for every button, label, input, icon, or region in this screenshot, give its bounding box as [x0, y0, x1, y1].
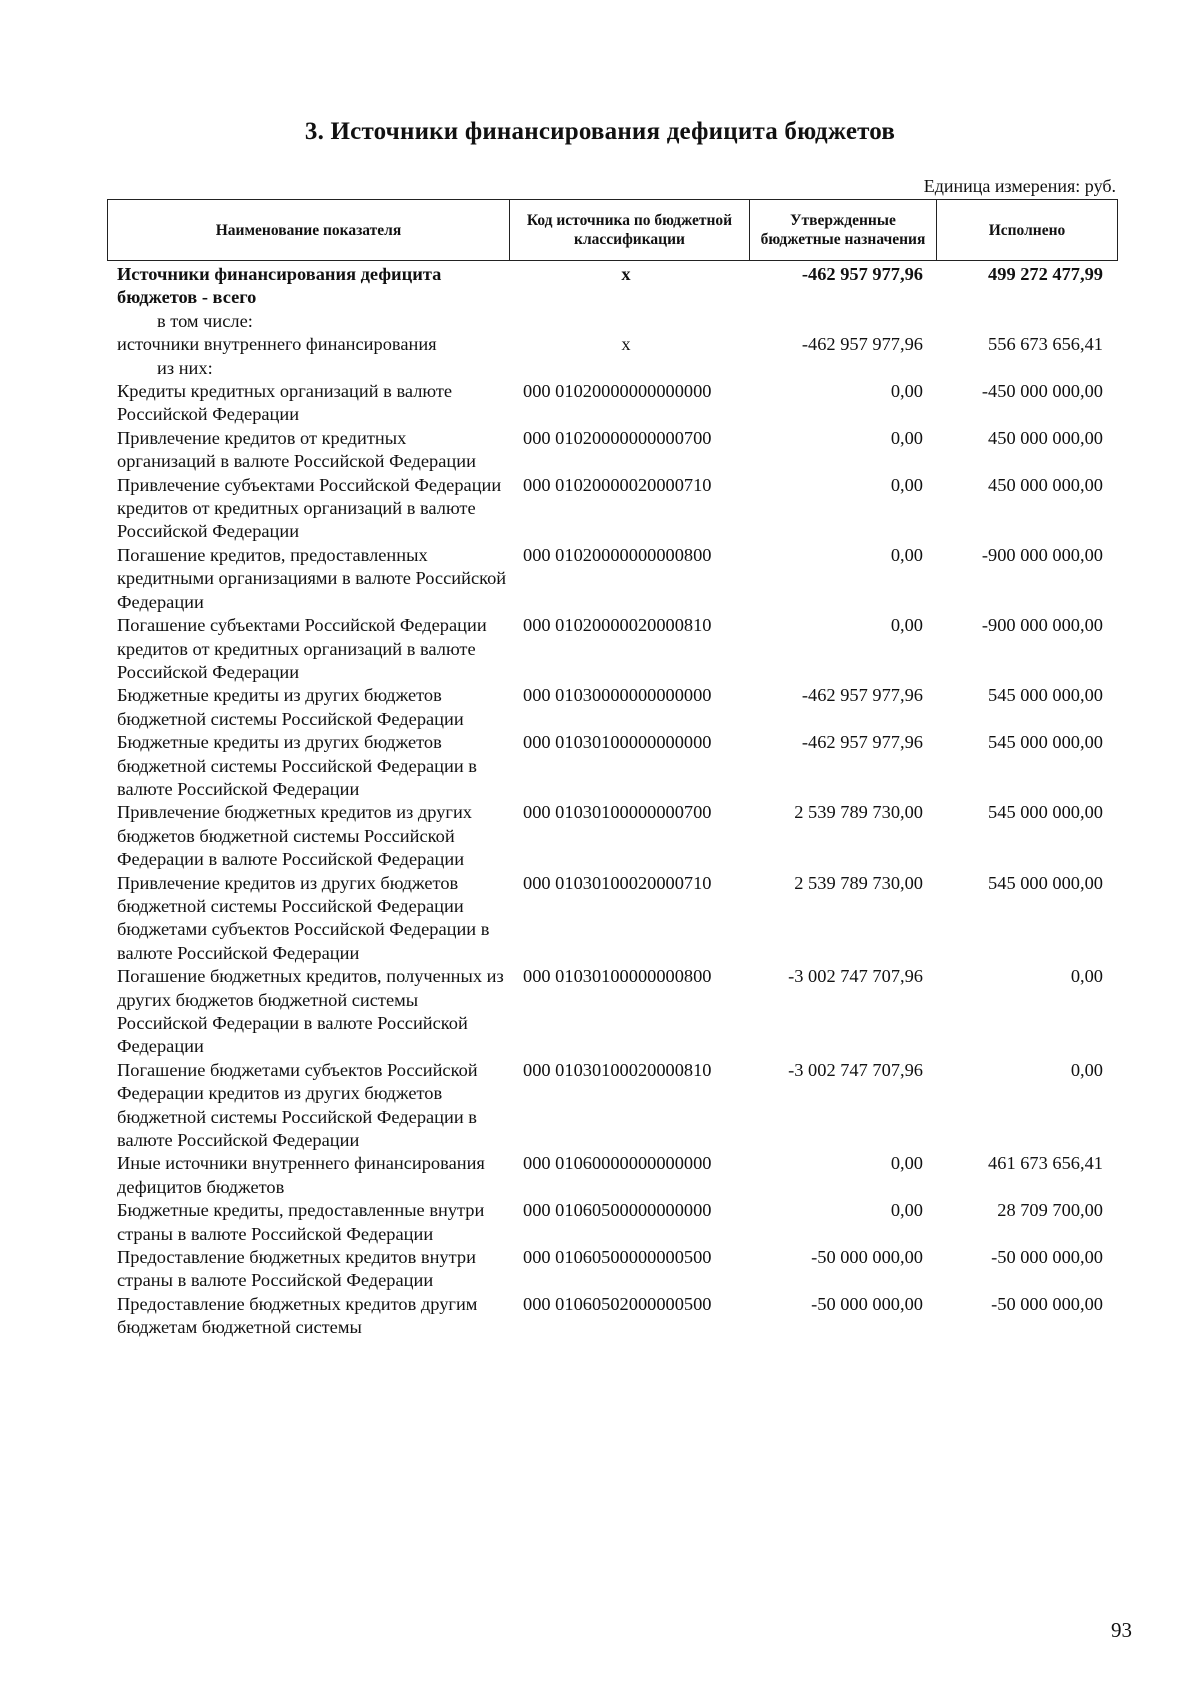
- table-row: [0, 1199, 1200, 1246]
- row-name: Погашение бюджетных кредитов, полученных из других бюджетов бюджетной системы Российской Федерации в валюте Российской Федерации: [117, 966, 504, 1057]
- column-header-name: Наименование показателя: [108, 200, 510, 260]
- row-approved: 0,00: [890, 1153, 923, 1174]
- row-approved: -3 002 747 707,96: [788, 1059, 923, 1080]
- row-executed: 0,00: [1070, 966, 1103, 987]
- row-code: 000 01030100000000700: [523, 802, 712, 823]
- row-code: 000 01030100020000810: [523, 1059, 712, 1080]
- row-name: Бюджетные кредиты из других бюджетов бюджетной системы Российской Федерации в валюте Российской Федерации: [117, 732, 477, 799]
- table-row: [0, 1246, 1200, 1293]
- row-approved: 0,00: [890, 427, 923, 448]
- row-name: в том числе:: [157, 310, 253, 331]
- row-name: Привлечение кредитов от кредитных организаций в валюте Российской Федерации: [117, 427, 476, 472]
- table-row: [0, 872, 1200, 966]
- row-name: Источники финансирования дефицита бюджетов - всего: [117, 264, 442, 308]
- row-name: Погашение бюджетами субъектов Российской Федерации кредитов из других бюджетов бюджетной системы Российской Федерации в валюте Российской Федерации: [117, 1059, 478, 1151]
- row-code: 000 01060502000000500: [523, 1293, 712, 1314]
- unit-label: Единица измерения: руб.: [923, 176, 1116, 196]
- row-name: Бюджетные кредиты из других бюджетов бюджетной системы Российской Федерации: [117, 685, 464, 729]
- row-executed: 450 000 000,00: [988, 474, 1103, 495]
- row-name: Погашение субъектами Российской Федерации кредитов от кредитных организаций в валюте Российской Федерации: [117, 615, 487, 682]
- row-code: 000 01020000020000810: [523, 615, 712, 636]
- page-title: 3. Источники финансирования дефицита бюджетов: [304, 118, 896, 145]
- table-row: [0, 263, 1200, 310]
- row-approved: -462 957 977,96: [801, 732, 923, 753]
- row-executed: -50 000 000,00: [991, 1293, 1103, 1314]
- table-row: [0, 801, 1200, 871]
- row-name: Привлечение кредитов из других бюджетов бюджетной системы Российской Федерации бюджетами субъектов Российской Федерации в валюте Российской Федерации: [117, 872, 490, 963]
- row-code: 000 01060000000000000: [523, 1153, 712, 1174]
- row-executed: 461 673 656,41: [988, 1153, 1103, 1174]
- row-executed: 545 000 000,00: [988, 872, 1103, 893]
- row-executed: 28 709 700,00: [997, 1200, 1103, 1221]
- row-executed: 499 272 477,99: [988, 264, 1103, 284]
- page-number: 93: [1111, 1618, 1132, 1642]
- row-name: источники внутреннего финансирования: [117, 334, 437, 355]
- row-code: 000 01020000000000000: [523, 381, 712, 402]
- row-name: Кредиты кредитных организаций в валюте Российской Федерации: [117, 381, 453, 425]
- row-executed: 450 000 000,00: [988, 427, 1103, 448]
- table-row: [0, 1293, 1200, 1340]
- row-approved: -50 000 000,00: [811, 1293, 923, 1314]
- table-row: [0, 357, 1200, 380]
- table-row: [0, 427, 1200, 474]
- row-name: Предоставление бюджетных кредитов другим бюджетам бюджетной системы: [117, 1293, 478, 1338]
- row-code: 000 01020000020000710: [523, 474, 712, 495]
- row-approved: -3 002 747 707,96: [788, 966, 923, 987]
- row-name: Предоставление бюджетных кредитов внутри страны в валюте Российской Федерации: [117, 1247, 476, 1291]
- row-code: 000 01030100000000800: [523, 966, 712, 987]
- row-approved: 0,00: [890, 544, 923, 565]
- row-name: из них:: [157, 357, 213, 378]
- row-approved: 0,00: [890, 474, 923, 495]
- row-executed: 556 673 656,41: [988, 334, 1103, 355]
- row-approved: 0,00: [890, 615, 923, 636]
- row-code: 000 01030100020000710: [523, 872, 712, 893]
- row-executed: -900 000 000,00: [981, 615, 1103, 636]
- row-name: Привлечение субъектами Российской Федерации кредитов от кредитных организаций в валюте Российской Федерации: [117, 474, 502, 542]
- row-approved: 2 539 789 730,00: [794, 802, 923, 823]
- row-approved: 0,00: [890, 1200, 923, 1221]
- row-code: 000 01020000000000700: [523, 427, 712, 448]
- table-row: [0, 380, 1200, 427]
- row-approved: 0,00: [890, 381, 923, 402]
- row-code: 000 01030000000000000: [523, 685, 712, 706]
- table-row: [0, 544, 1200, 614]
- column-header-approved: Утвержденные бюджетные назначения: [750, 200, 937, 260]
- table-row: [0, 614, 1200, 684]
- table-body: [0, 263, 1200, 1340]
- row-code: 000 01060500000000000: [523, 1200, 712, 1221]
- row-name: Бюджетные кредиты, предоставленные внутри страны в валюте Российской Федерации: [117, 1200, 485, 1244]
- table-row: [0, 1059, 1200, 1153]
- table-row: [0, 965, 1200, 1059]
- column-header-executed: Исполнено: [988, 221, 1066, 239]
- row-name: Привлечение бюджетных кредитов из других бюджетов бюджетной системы Российской Федерации в валюте Российской Федерации: [117, 802, 472, 870]
- column-header-code: Код источника по бюджетной классификации: [510, 200, 750, 260]
- row-name: Погашение кредитов, предоставленных кредитными организациями в валюте Российской Федерации: [117, 544, 507, 612]
- row-approved: 2 539 789 730,00: [794, 872, 923, 893]
- table-row: [0, 310, 1200, 333]
- row-name: Иные источники внутреннего финансирования дефицитов бюджетов: [117, 1153, 485, 1197]
- row-approved: -462 957 977,96: [801, 264, 923, 284]
- table-row: [0, 684, 1200, 731]
- row-approved: -462 957 977,96: [801, 685, 923, 706]
- row-executed: 545 000 000,00: [988, 802, 1103, 823]
- row-code: 000 01060500000000500: [523, 1247, 712, 1268]
- row-executed: -450 000 000,00: [981, 381, 1103, 402]
- table-header: [107, 199, 1118, 261]
- table-row: [0, 731, 1200, 801]
- row-code: 000 01020000000000800: [523, 544, 712, 565]
- row-executed: 545 000 000,00: [988, 685, 1103, 706]
- row-executed: 545 000 000,00: [988, 732, 1103, 753]
- row-executed: 0,00: [1070, 1059, 1103, 1080]
- row-code: x: [621, 264, 631, 284]
- row-code: 000 01030100000000000: [523, 732, 712, 753]
- row-approved: -462 957 977,96: [801, 334, 923, 355]
- table-row: [0, 474, 1200, 544]
- row-executed: -900 000 000,00: [981, 544, 1103, 565]
- table-row: [0, 333, 1200, 356]
- row-executed: -50 000 000,00: [991, 1247, 1103, 1268]
- row-approved: -50 000 000,00: [811, 1247, 923, 1268]
- table-row: [0, 1152, 1200, 1199]
- row-code: x: [621, 334, 631, 355]
